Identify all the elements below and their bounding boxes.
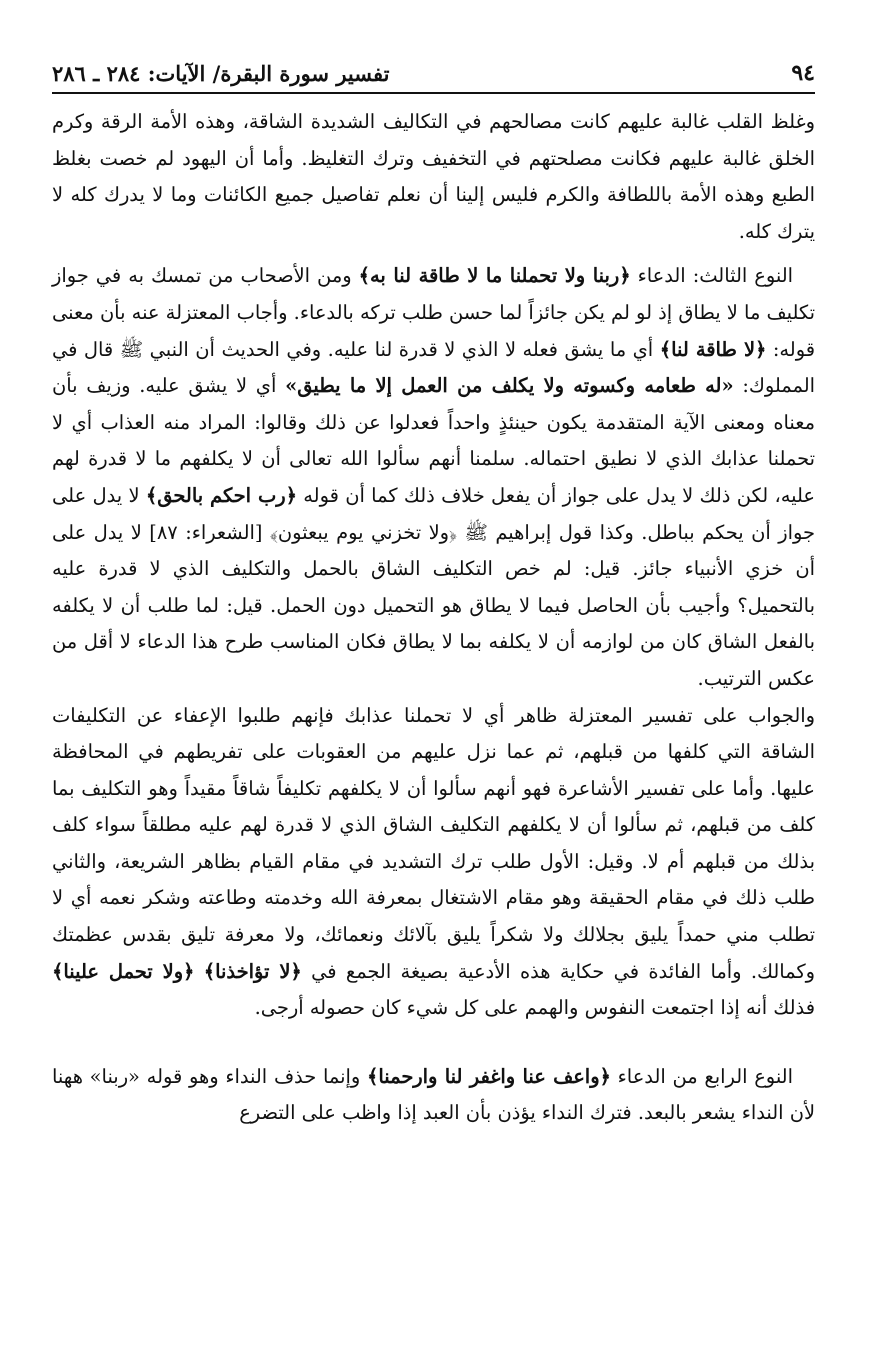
p3-text-2 — [194, 960, 203, 983]
p2-text-2: ومن الأصحاب من تمسك به في جواز تكليف ما لا يطاق إذ لو لم يكن جائزاً لما حسن طلب تركه بالدعاء. وأجاب المعتزلة عنه بأن معنى قوله: — [52, 264, 816, 361]
p2-hadith-quote: «له طعامه وكسوته ولا يكلف من العمل إلا ما يطيق» — [285, 374, 734, 398]
paragraph-4 — [52, 1059, 815, 1132]
paragraph-1: وغلظ القلب غالبة عليهم كانت مصالحهم في التكاليف الشديدة الشاقة، وهذه الأمة الرقة وكرم الخلق غالبة عليهم فكانت مصلحتهم في التخفيف وترك التغليظ. وأما أن اليهود لم خصت بغلظ الطبع وهذه الأمة باللطافة والكرم فليس إلينا أن نعلم تفاصيل جميع الكائنات وما لا يدرك كله لا يترك كله. — [52, 110, 815, 243]
page-body — [52, 104, 815, 1132]
p4-quran-quote-1: ﴿واعف عنا واغفر لنا وارحمنا﴾ — [366, 1064, 611, 1088]
running-title: تفسير سورة البقرة/ الآيات: ٢٨٤ ـ ٢٨٦ — [52, 61, 390, 86]
p3-quran-quote-2: ﴿ولا تحمل علينا﴾ — [52, 959, 195, 983]
p3-quran-quote-1: ﴿لا تؤاخذنا﴾ — [203, 959, 302, 983]
p4-text-1: النوع الرابع من الدعاء — [610, 1064, 793, 1088]
p2-quran-quote-1: ﴿ربنا ولا تحملنا ما لا طاقة لنا به﴾ — [358, 264, 631, 288]
p2-quran-quote-3: ﴿رب احكم بالحق﴾ — [145, 483, 297, 507]
p4-text-2: وإنما حذف النداء وهو قوله «ربنا» ههنا لأن النداء يشعر بالبعد. فترك النداء يؤذن بأن العبد إذا واظب على التضرع — [52, 1064, 815, 1125]
p2-quran-quote-2: ﴿لا طاقة لنا﴾ — [659, 337, 767, 361]
p3-text-3: فذلك أنه إذا اجتمعت النفوس والهمم على كل شيء كان حصوله أرجى. — [254, 996, 815, 1020]
paragraph-3 — [52, 698, 815, 1027]
paragraph-2 — [52, 258, 815, 697]
p2-text-5: لا يدل على جواز أن يحكم بباطل. وكذا قول إبراهيم ﷺ — [52, 483, 815, 544]
page-header — [52, 56, 815, 94]
p2-text-1: النوع الثالث: الدعاء — [630, 264, 793, 288]
page-number: ٩٤ — [791, 60, 815, 86]
p2-text-4: أي لا يشق عليه. وزيف بأن معناه ومعنى الآية المتقدمة يكون حينئذٍ واحداً فعدلوا عن ذلك وقالوا: المراد منه العذاب أي لا تحملنا عذابك الذي لا نطيق احتماله. سلمنا أنهم سألوا الله تعالى أن لا يكلفهم ما لا قدرة لهم عليه، لكن ذلك لا يدل على جواز أن يفعل خلاف ذلك كما أن قوله — [52, 374, 815, 507]
p2-text-6: ﴿ولا تخزني يوم يبعثون﴾ [الشعراء: ٨٧] لا يدل على أن خزي الأنبياء جائز. قيل: لم خص التكليف الشاق بالحمل والتكليف الذي لا قدرة عليه بالتحميل؟ وأجيب بأن الحاصل فيما لا يطاق هو التحميل دون الحمل. قيل: لما طلب أن لا يكلفه بالفعل الشاق كان من لوازمه أن لا يكلفه بما لا يطاق فكان المناسب طرح هذا الدعاء لا أقل من عكس الترتيب. — [52, 520, 815, 690]
p2-text-3: أي ما يشق فعله لا الذي لا قدرة لنا عليه. وفي الحديث أن النبي ﷺ قال في المملوك: — [52, 337, 815, 398]
p3-text-1: والجواب على تفسير المعتزلة ظاهر أي لا تحملنا عذابك فإنهم طلبوا الإعفاء عن التكليفات الشاقة التي كلفها من قبلهم، ثم عما نزل عليهم من العقوبات على تفريطهم في المحافظة عليها. وأما على تفسير الأشاعرة فهو أنهم سألوا أن لا يكلفهم تكليفاً شاقاً مقيداً وهو التكليف بما كلف من قبلهم، ثم سألوا أن لا يكلفهم التكليف الشاق الذي لا قدرة لهم عليه مطلقاً سواء كلف بذلك من قبلهم أم لا. وقيل: الأول طلب ترك التشديد في مقام القيام بظاهر الشريعة، والثاني طلب ذلك في مقام الحقيقة وهو مقام الاشتغال بمعرفة الله وخدمته وطاعته وشكر نعمه أي لا تطلب مني حمداً يليق بجلالك ولا شكراً يليق بآلائك ونعمائك، ولا معرفة تليق بقدس عظمتك وكمالك. وأما الفائدة في حكاية هذه الأدعية بصيغة الجمع في — [52, 703, 815, 983]
